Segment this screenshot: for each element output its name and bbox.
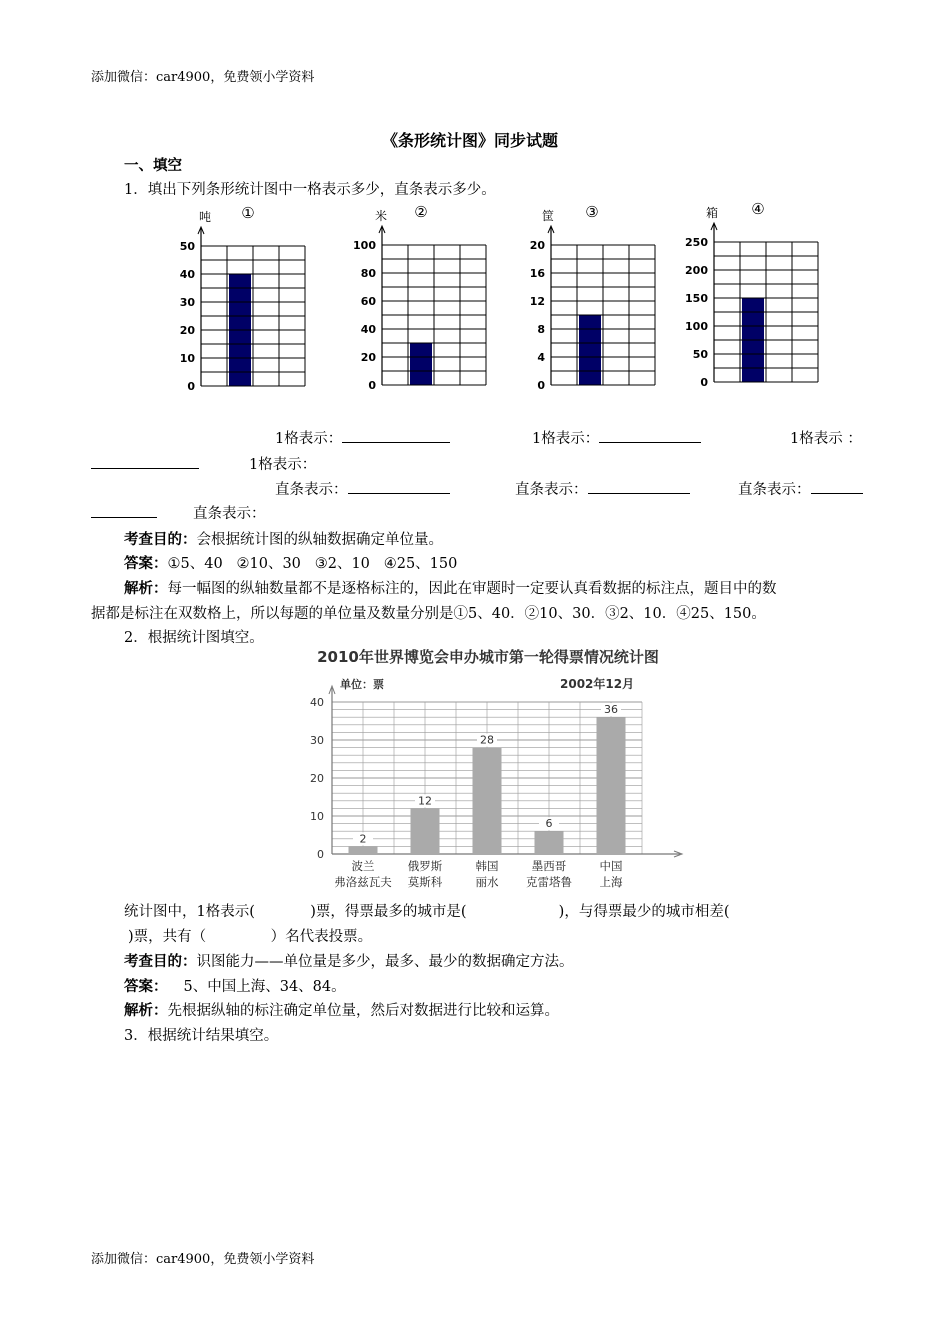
q2-analysis (124, 999, 559, 1020)
q1-purpose-label: 考查目的： (124, 531, 197, 548)
y-tick-label: 30 (310, 734, 324, 747)
cell-label-3: 1格表示 ： (790, 431, 862, 447)
y-tick-label: 100 (353, 239, 376, 252)
small-chart-3 (530, 203, 655, 392)
y-tick-label: 0 (187, 380, 195, 393)
bar (535, 831, 564, 854)
data-label: 28 (480, 733, 494, 747)
chart-number-label: ③ (585, 203, 599, 221)
q1-fill-row3c (738, 478, 863, 499)
category-label: 克雷塔鲁 (526, 875, 572, 889)
q1-analysis (124, 577, 777, 598)
category-label: 丽水 (475, 875, 499, 889)
category-label: 中国 (599, 859, 623, 873)
q2-fill-line1: 统计图中，1格表示( )票，得票最多的城市是( )，与得票最少的城市相差( (124, 904, 730, 920)
bar-blank-4[interactable] (91, 503, 157, 518)
y-tick-label: 200 (685, 264, 708, 277)
chart-unit-label: 吨 (198, 210, 212, 224)
category-label: 莫斯科 (407, 875, 443, 889)
q2-prompt: 2．根据统计图填空。 (124, 630, 264, 646)
q1-fill-row1 (275, 427, 450, 448)
q2-answer (124, 975, 346, 996)
cell-blank-3[interactable] (91, 454, 199, 469)
chart-unit-label: 筐 (541, 209, 555, 223)
q2-analysis-text: 先根据纵轴的标注确定单位量，然后对数据进行比较和运算。 (167, 1003, 559, 1019)
chart-number-label: ④ (751, 200, 765, 218)
small-chart-4 (685, 200, 818, 389)
bar (410, 343, 432, 385)
vote-bar-chart (280, 642, 700, 894)
y-tick-label: 250 (685, 236, 708, 249)
y-tick-label: 0 (317, 848, 324, 861)
y-tick-label: 50 (179, 240, 195, 253)
q1-fill-row2 (91, 453, 316, 474)
q1-fill-row3b (515, 478, 690, 499)
bar-label-2: 直条表示： (515, 482, 588, 498)
category-label: 波兰 (351, 859, 375, 873)
bar-blank-1[interactable] (348, 479, 450, 494)
bar-label-4: 直条表示： (193, 506, 266, 522)
q1-analysis-line1: 每一幅图的纵轴数量都不是逐格标注的，因此在审题时一定要认真看数据的标注点，题目中的数 (167, 581, 777, 597)
q1-answer-text: ①5、40 ②10、30 ③2、10 ④25、150 (167, 556, 458, 572)
y-tick-label: 10 (179, 352, 195, 365)
q2-analysis-label: 解析： (124, 1002, 168, 1019)
data-label: 36 (604, 703, 618, 717)
y-tick-label: 0 (537, 379, 545, 392)
q1-prompt: 1．填出下列条形统计图中一格表示多少，直条表示多少。 (124, 182, 496, 198)
page-header: 添加微信：car4900，免费领小学资料 (91, 70, 315, 85)
cell-label-2: 1格表示： (532, 431, 600, 447)
q2-purpose-text: 识图能力——单位量是多少，最多、最少的数据确定方法。 (196, 954, 574, 970)
section-heading: 一、填空 (124, 157, 182, 174)
cell-blank-2[interactable] (599, 428, 701, 443)
y-tick-label: 20 (360, 351, 376, 364)
chart-title: 2010年世界博览会申办城市第一轮得票情况统计图 (317, 648, 659, 666)
y-tick-label: 12 (529, 295, 545, 308)
y-tick-label: 150 (685, 292, 708, 305)
y-tick-label: 50 (692, 348, 708, 361)
y-tick-label: 20 (529, 239, 545, 252)
category-label: 韩国 (475, 859, 499, 873)
q2-answer-text: 5、中国上海、34、84。 (183, 979, 346, 995)
q2-fill-line2: )票，共有（ ）名代表投票。 (128, 929, 373, 945)
chart-unit-label: 箱 (705, 206, 719, 220)
page-footer: 添加微信：car4900，免费领小学资料 (91, 1252, 315, 1267)
data-label: 12 (418, 794, 432, 808)
chart-unit-label: 单位：票 (340, 678, 384, 691)
bar-label-1: 直条表示： (275, 482, 348, 498)
cell-label-4: 1格表示： (249, 457, 317, 473)
q1-purpose-text: 会根据统计图的纵轴数据确定单位量。 (196, 532, 443, 548)
y-tick-label: 40 (310, 696, 324, 709)
bar-blank-3[interactable] (811, 479, 863, 494)
y-tick-label: 16 (529, 267, 545, 280)
q1-analysis-label: 解析： (124, 580, 168, 597)
bar (597, 717, 626, 854)
bar (411, 808, 440, 854)
small-bar-charts (0, 200, 950, 400)
q1-fill-row4 (91, 502, 266, 523)
page-title: 《条形统计图》同步试题 (382, 131, 559, 150)
q1-answer (124, 552, 457, 573)
bar-label-3: 直条表示： (738, 482, 811, 498)
data-label: 6 (545, 817, 553, 831)
y-tick-label: 100 (685, 320, 708, 333)
chart-date: 2002年12月 (560, 677, 635, 691)
q1-purpose (124, 528, 443, 549)
y-tick-label: 60 (360, 295, 376, 308)
y-tick-label: 20 (179, 324, 195, 337)
cell-label-1: 1格表示： (275, 431, 343, 447)
y-tick-label: 8 (537, 323, 545, 336)
bar (473, 748, 502, 854)
y-tick-label: 40 (360, 323, 376, 336)
small-chart-1 (180, 204, 305, 393)
small-chart-2 (353, 203, 486, 392)
q1-analysis-line2: 据都是标注在双数格上，所以每题的单位量及数量分别是①5、40．②10、30．③2、10．④25、150。 (91, 606, 766, 622)
data-label: 2 (359, 832, 367, 846)
bar (579, 315, 601, 385)
y-tick-label: 20 (310, 772, 324, 785)
y-tick-label: 0 (368, 379, 376, 392)
category-label: 俄罗斯 (407, 859, 443, 873)
q2-answer-label: 答案： (124, 978, 168, 995)
cell-blank-1[interactable] (342, 428, 450, 443)
y-tick-label: 80 (360, 267, 376, 280)
q3-prompt: 3．根据统计结果填空。 (124, 1028, 279, 1044)
y-tick-label: 10 (310, 810, 324, 823)
chart-unit-label: 米 (374, 209, 388, 223)
y-tick-label: 0 (700, 376, 708, 389)
bar (349, 846, 378, 854)
q1-answer-label: 答案： (124, 555, 168, 572)
q1-fill-row1b (532, 427, 701, 448)
y-tick-label: 30 (179, 296, 195, 309)
chart-number-label: ② (414, 203, 428, 221)
q1-fill-row3 (275, 478, 450, 499)
y-tick-label: 4 (537, 351, 545, 364)
bar-blank-2[interactable] (588, 479, 690, 494)
y-tick-label: 40 (179, 268, 195, 281)
q2-purpose-label: 考查目的： (124, 953, 197, 970)
category-label: 上海 (599, 875, 623, 889)
category-label: 墨西哥 (531, 859, 567, 873)
chart-number-label: ① (241, 204, 255, 222)
q2-purpose (124, 950, 574, 971)
category-label: 弗洛兹瓦夫 (334, 875, 392, 889)
